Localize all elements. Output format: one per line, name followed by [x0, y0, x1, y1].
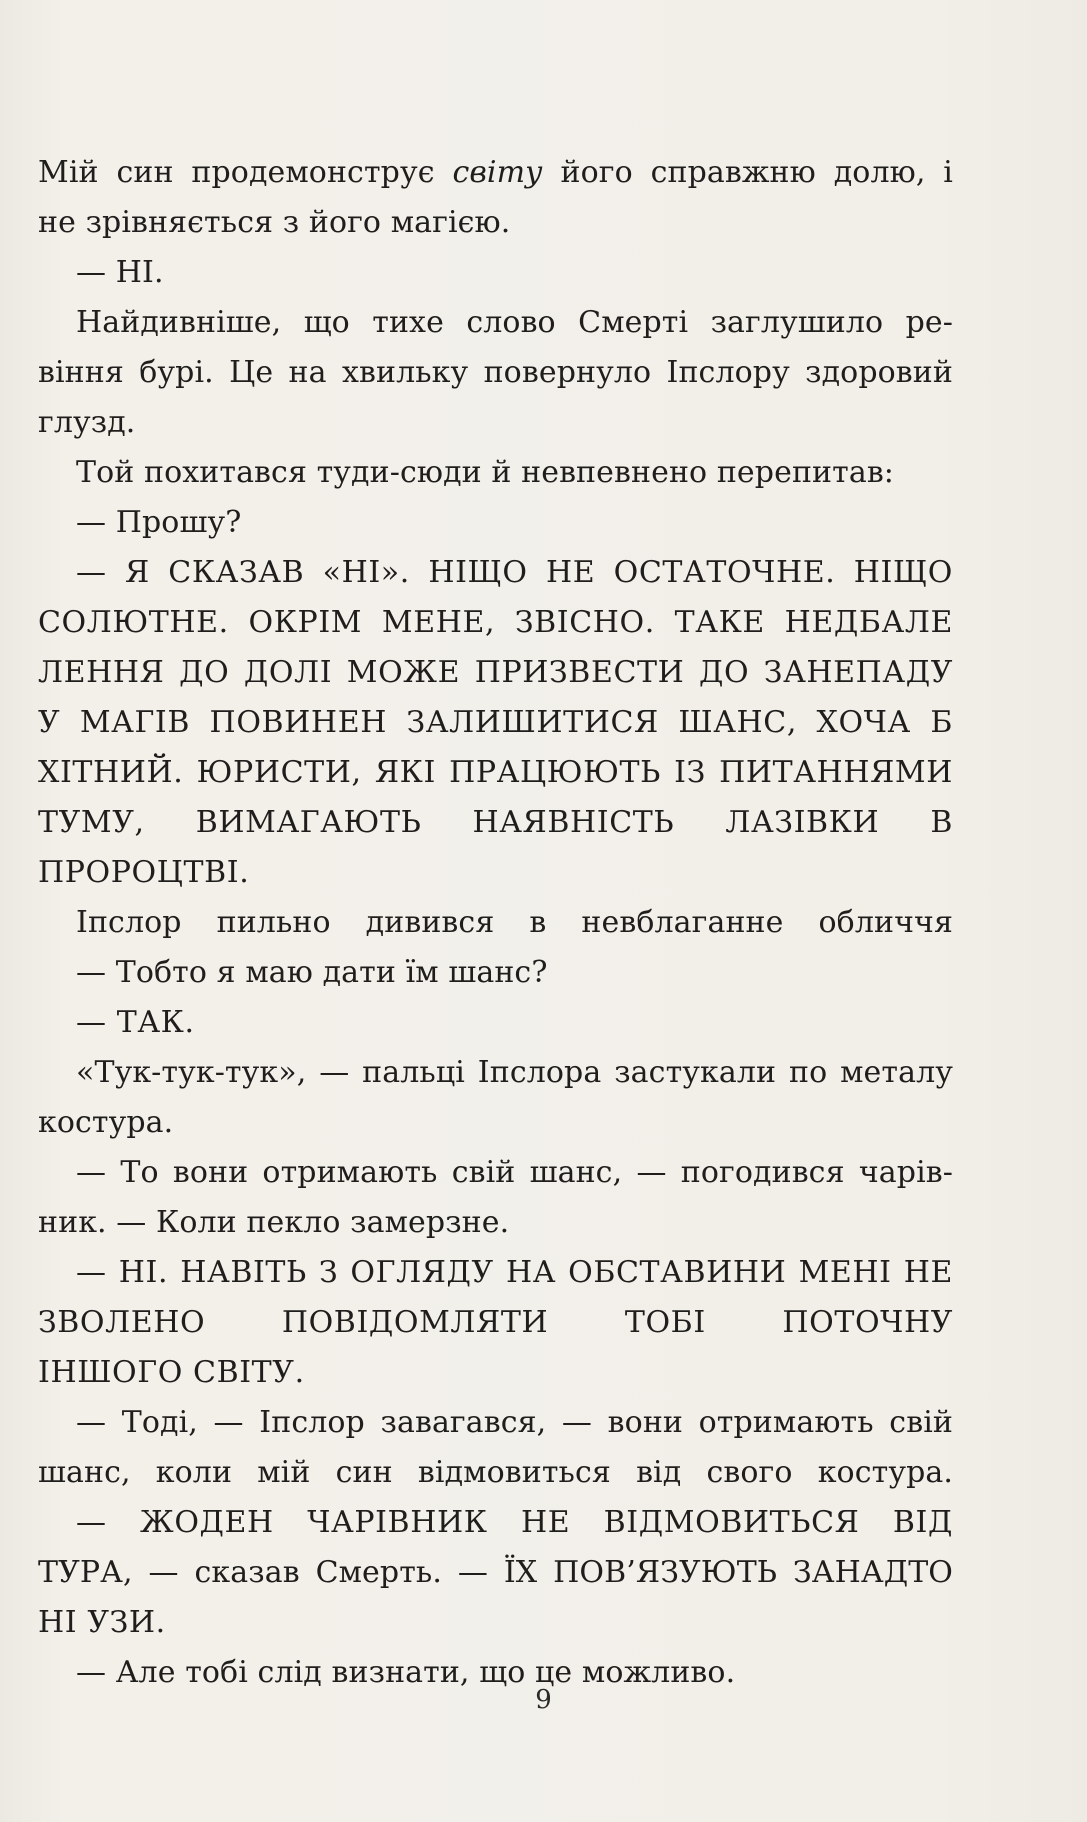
- text-line-16: Іпслор пильно дивився в невблаганне обличчя: [76, 905, 953, 940]
- text-line-31: — Але тобі слід визнати, що це можливо.: [76, 1655, 736, 1690]
- text-line-13: ХІТНИЙ. ЮРИСТИ, ЯКІ ПРАЦЮЮТЬ ІЗ ПИТАННЯМИ: [38, 755, 953, 790]
- text-line-23: — НІ. НАВІТЬ З ОГЛЯДУ НА ОБСТАВИНИ МЕНІ НЕ: [76, 1255, 953, 1290]
- text-line-26: — Тоді, — Іпслор завагався, — вони отримають свій: [76, 1405, 953, 1440]
- text-line-12: У МАГІВ ПОВИНЕН ЗАЛИШИТИСЯ ШАНС, ХОЧА Б: [38, 705, 953, 740]
- text-line-6: глузд.: [38, 405, 136, 440]
- text-line-4: Найдивніше, що тихе слово Смерті заглушило ре-: [76, 305, 953, 340]
- text-line-30: НІ УЗИ.: [38, 1605, 166, 1640]
- text-line-3: — НІ.: [76, 255, 164, 290]
- text-line-24: ЗВОЛЕНО ПОВІДОМЛЯТИ ТОБІ ПОТОЧНУ: [38, 1305, 953, 1340]
- text-line-5: віння бурі. Це на хвильку повернуло Іпслору здоровий: [38, 355, 953, 390]
- text-line-10: СОЛЮТНЕ. ОКРІМ МЕНЕ, ЗВІСНО. ТАКЕ НЕДБАЛЕ: [38, 605, 953, 640]
- text-line-14: ТУМУ, ВИМАГАЮТЬ НАЯВНІСТЬ ЛАЗІВКИ В: [38, 805, 953, 840]
- text-line-8: — Прошу?: [76, 505, 242, 540]
- text-line-15: ПРОРОЦТВІ.: [38, 855, 250, 890]
- text-line-1: Мій син продемонструє світу його справжню долю, і: [38, 155, 953, 190]
- text-line-27: шанс, коли мій син відмовиться від свого костура.: [38, 1455, 953, 1490]
- text-line-2: не зрівняється з його магією.: [38, 205, 511, 240]
- text-line-29: ТУРА, — сказав Смерть. — ЇХ ПОВ’ЯЗУЮТЬ ЗАНАДТО: [38, 1555, 953, 1590]
- text-line-28: — ЖОДЕН ЧАРІВНИК НЕ ВІДМОВИТЬСЯ ВІД: [76, 1505, 953, 1540]
- text-line-9: — Я СКАЗАВ «НІ». НІЩО НЕ ОСТАТОЧНЕ. НІЩО: [76, 555, 953, 590]
- text-line-11: ЛЕННЯ ДО ДОЛІ МОЖЕ ПРИЗВЕСТИ ДО ЗАНЕПАДУ: [38, 655, 953, 690]
- page-number: 9: [535, 1685, 552, 1715]
- text-line-7: Той похитався туди-сюди й невпевнено перепитав:: [76, 455, 895, 490]
- text-line-19: «Тук-тук-тук», — пальці Іпслора застукали по металу: [76, 1055, 953, 1090]
- emphasis-word: світу: [452, 155, 543, 190]
- text-line-20: костура.: [38, 1105, 174, 1140]
- text-line-21: — То вони отримають свій шанс, — погодився чарів-: [76, 1155, 953, 1190]
- text-line-17: — Тобто я маю дати їм шанс?: [76, 955, 548, 990]
- text-line-25: ІНШОГО СВІТУ.: [38, 1355, 305, 1390]
- text-line-18: — ТАК.: [76, 1005, 195, 1040]
- text-line-22: ник. — Коли пекло замерзне.: [38, 1205, 510, 1240]
